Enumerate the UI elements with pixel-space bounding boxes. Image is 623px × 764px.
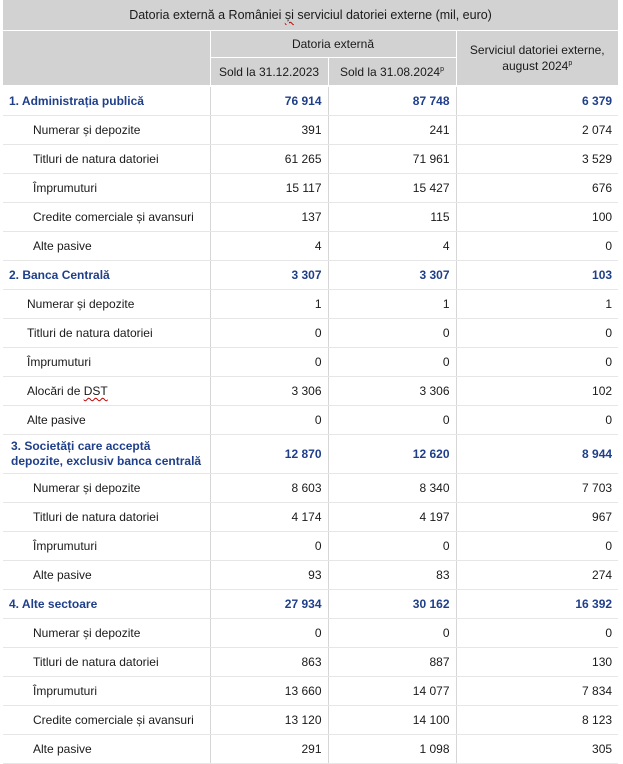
row-label: Alte pasive [3, 232, 210, 261]
row-label: Împrumuturi [3, 677, 210, 706]
value-service: 3 529 [456, 145, 618, 174]
row-label: Titluri de natura datoriei [3, 648, 210, 677]
value-service: 0 [456, 406, 618, 435]
value-2023: 0 [210, 406, 328, 435]
row-label: Alocări de DST [3, 377, 210, 406]
value-service: 0 [456, 319, 618, 348]
section-label: 3. Societăți care acceptă depozite, exclusiv banca centrală [3, 435, 210, 474]
table-row [3, 203, 618, 232]
value-service: 8 944 [456, 435, 618, 474]
row-label: Împrumuturi [3, 532, 210, 561]
value-service: 0 [456, 348, 618, 377]
value-2024: 0 [328, 619, 456, 648]
table-row [3, 503, 618, 532]
value-2024: 14 100 [328, 706, 456, 735]
table-row [3, 348, 618, 377]
value-service: 100 [456, 203, 618, 232]
value-service: 103 [456, 261, 618, 290]
row-label: Împrumuturi [3, 348, 210, 377]
table-row [3, 406, 618, 435]
value-2023: 3 306 [210, 377, 328, 406]
value-2023: 61 265 [210, 145, 328, 174]
value-2023: 12 870 [210, 435, 328, 474]
value-2024: 0 [328, 348, 456, 377]
row-label: Numerar și depozite [3, 619, 210, 648]
value-2023: 0 [210, 319, 328, 348]
table-title: Datoria externă a României și serviciul datoriei externe (mil, euro) [3, 0, 618, 31]
value-2024: 3 307 [328, 261, 456, 290]
table-row [3, 377, 618, 406]
value-2023: 391 [210, 116, 328, 145]
table-row [3, 706, 618, 735]
value-service: 0 [456, 532, 618, 561]
value-service: 102 [456, 377, 618, 406]
table-row [3, 532, 618, 561]
value-2024: 3 306 [328, 377, 456, 406]
row-label: Credite comerciale și avansuri [3, 203, 210, 232]
row-label: Titluri de natura datoriei [3, 319, 210, 348]
section-row-administratie [3, 87, 618, 116]
value-2024: 0 [328, 319, 456, 348]
value-service: 7 703 [456, 474, 618, 503]
table-row [3, 319, 618, 348]
row-label: Alte pasive [3, 735, 210, 764]
value-2023: 4 [210, 232, 328, 261]
row-label: Credite comerciale și avansuri [3, 706, 210, 735]
value-2023: 0 [210, 348, 328, 377]
value-service: 130 [456, 648, 618, 677]
table-title-row [3, 0, 618, 31]
section-label: 4. Alte sectoare [3, 590, 210, 619]
value-2023: 93 [210, 561, 328, 590]
value-2024: 83 [328, 561, 456, 590]
value-service: 0 [456, 232, 618, 261]
value-service: 16 392 [456, 590, 618, 619]
value-2024: 1 [328, 290, 456, 319]
value-2023: 15 117 [210, 174, 328, 203]
header-sold-2023: Sold la 31.12.2023 [210, 58, 328, 86]
value-2023: 291 [210, 735, 328, 764]
row-label: Titluri de natura datoriei [3, 145, 210, 174]
value-service: 274 [456, 561, 618, 590]
header-external-debt: Datoria externă [210, 31, 456, 58]
row-label: Titluri de natura datoriei [3, 503, 210, 532]
section-row-banca-centrala [3, 261, 618, 290]
value-2024: 14 077 [328, 677, 456, 706]
row-label: Alte pasive [3, 561, 210, 590]
value-service: 8 123 [456, 706, 618, 735]
value-2024: 15 427 [328, 174, 456, 203]
table-row [3, 474, 618, 503]
header-debt-service: Serviciul datoriei externe, august 2024$^p$ [456, 31, 618, 86]
value-2023: 863 [210, 648, 328, 677]
external-debt-table [3, 0, 618, 764]
value-2023: 76 914 [210, 87, 328, 116]
value-2024: 887 [328, 648, 456, 677]
spellcheck-flagged-word: și [284, 8, 294, 22]
section-row-alte-sectoare [3, 590, 618, 619]
value-service: 1 [456, 290, 618, 319]
value-service: 0 [456, 619, 618, 648]
header-row-1 [3, 31, 618, 58]
value-2024: 115 [328, 203, 456, 232]
value-2023: 27 934 [210, 590, 328, 619]
value-2024: 30 162 [328, 590, 456, 619]
value-2023: 4 174 [210, 503, 328, 532]
value-2023: 0 [210, 619, 328, 648]
value-2024: 12 620 [328, 435, 456, 474]
value-service: 7 834 [456, 677, 618, 706]
table-row [3, 116, 618, 145]
value-2024: 87 748 [328, 87, 456, 116]
table-row [3, 145, 618, 174]
table-row [3, 290, 618, 319]
value-2024: 0 [328, 406, 456, 435]
value-2024: 0 [328, 532, 456, 561]
value-2023: 137 [210, 203, 328, 232]
row-label: Numerar și depozite [3, 116, 210, 145]
value-2023: 13 120 [210, 706, 328, 735]
value-2023: 1 [210, 290, 328, 319]
row-label: Numerar și depozite [3, 290, 210, 319]
table-row [3, 648, 618, 677]
table-row [3, 561, 618, 590]
value-2024: 8 340 [328, 474, 456, 503]
row-label: Împrumuturi [3, 174, 210, 203]
value-service: 305 [456, 735, 618, 764]
value-service: 676 [456, 174, 618, 203]
value-2024: 241 [328, 116, 456, 145]
value-2023: 8 603 [210, 474, 328, 503]
table-row [3, 232, 618, 261]
value-service: 2 074 [456, 116, 618, 145]
section-row-societati-depozite [3, 435, 618, 474]
table-row [3, 677, 618, 706]
value-2023: 0 [210, 532, 328, 561]
value-2024: 71 961 [328, 145, 456, 174]
table-row [3, 735, 618, 764]
table-row [3, 174, 618, 203]
value-2023: 3 307 [210, 261, 328, 290]
header-sold-2024: Sold la 31.08.2024$^p$ [328, 58, 456, 86]
row-label: Alte pasive [3, 406, 210, 435]
value-service: 967 [456, 503, 618, 532]
table-row [3, 619, 618, 648]
section-label: 1. Administrația publică [3, 87, 210, 116]
value-2024: 4 197 [328, 503, 456, 532]
value-2023: 13 660 [210, 677, 328, 706]
value-2024: 1 098 [328, 735, 456, 764]
value-2024: 4 [328, 232, 456, 261]
section-label: 2. Banca Centrală [3, 261, 210, 290]
header-empty-cell [3, 31, 210, 86]
spellcheck-flagged-word: DST [83, 384, 108, 398]
value-service: 6 379 [456, 87, 618, 116]
row-label: Numerar și depozite [3, 474, 210, 503]
